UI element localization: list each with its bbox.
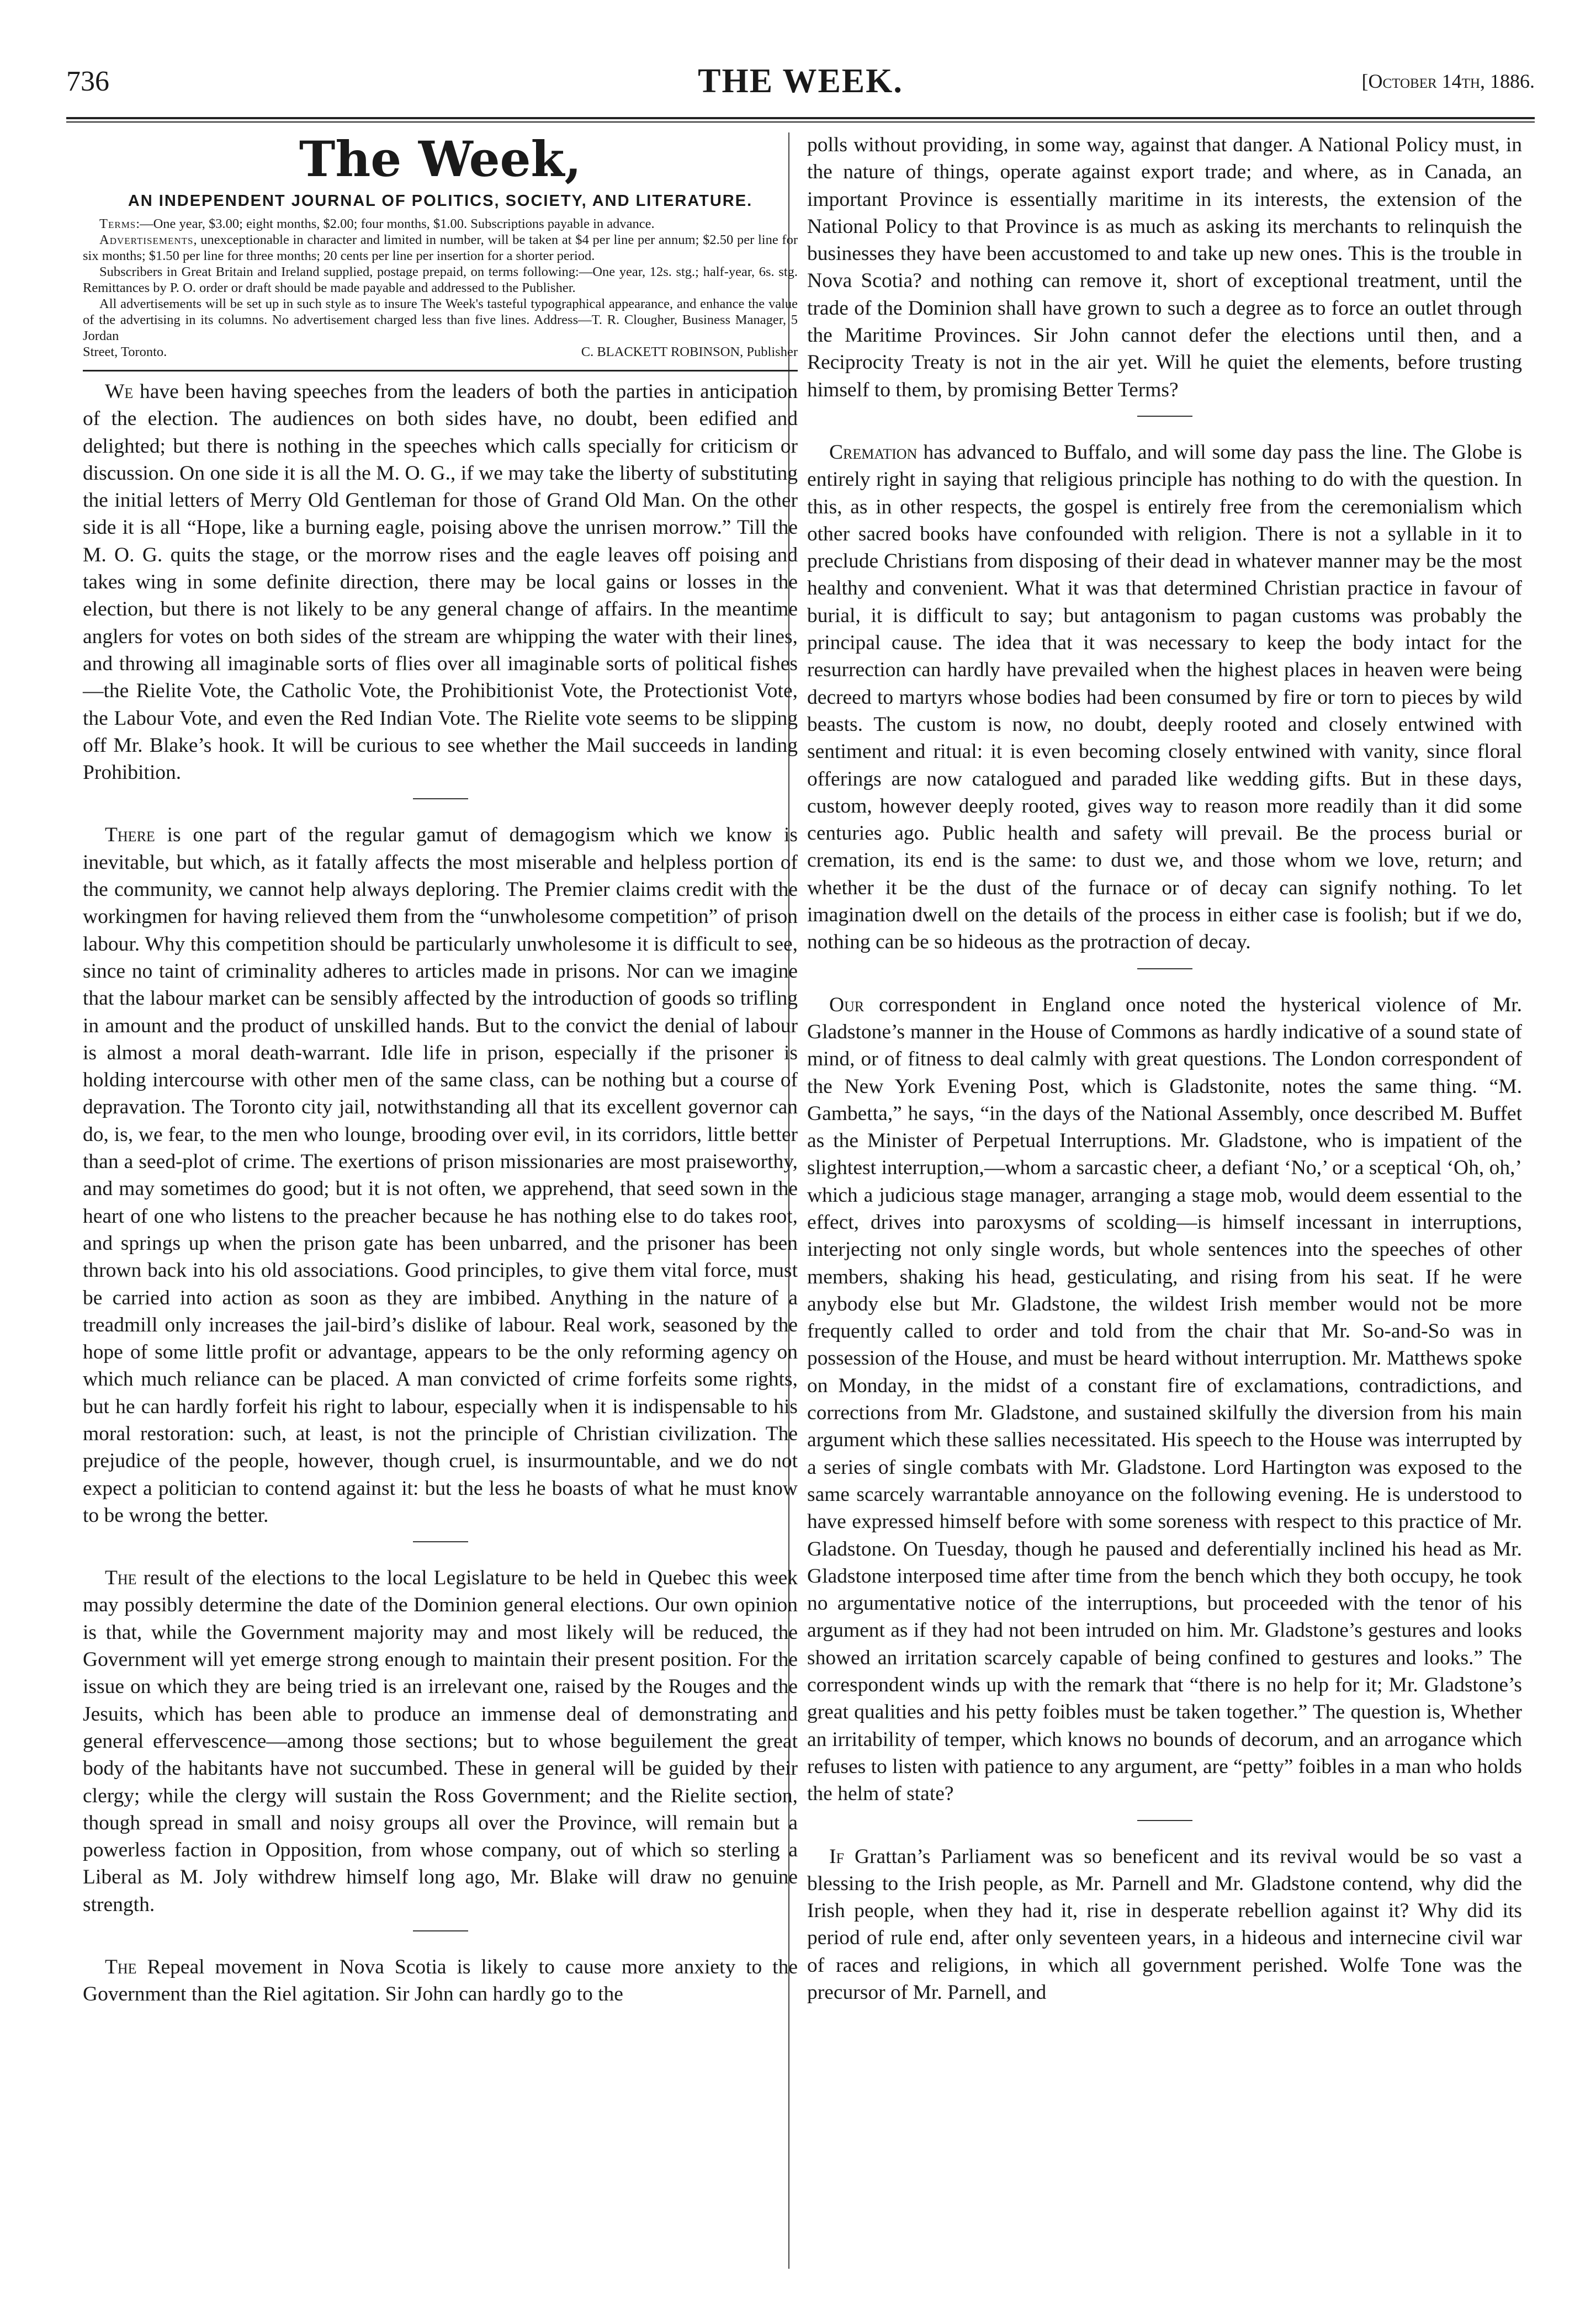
address-line xyxy=(83,344,798,360)
paragraph-text: is one part of the regular gamut of demagogism which we know is inevitable, but which, as it fatally affects the most miserable and helpless portion of the community, we cannot help always deploring. The Premier claims credit with the workingmen for having relieved them from the “unwholesome competition” of prison labour. Why this competition should be particularly unwholesome it is difficult to see, since no taint of criminality adheres to articles made in prisons. Nor can we imagine that the labour market can be sensibly affected by the introduction of goods so trifling in amount and the product of unskilled hands. But to the convict the denial of labour is almost a moral death-warrant. Idle life in prison, especially if the prisoner is holding intercourse with other men of the same class, can be nothing but a course of depravation. The Toronto city jail, notwithstanding all that its excellent governor can do, is, we fear, to the men who lounge, brooding over evil, in its corridors, little better than a seed-plot of crime. The exertions of prison missionaries are most praiseworthy, and may sometimes do good; but it is not often, we apprehend, that seed sown in the heart of one who listens to the preacher because he has nothing else to do takes root, and springs up when the prison gate has been unbarred, and the prisoner has been thrown back into his old associations. Good principles, to give them vital force, must be carried into action as soon as they are imbibed. Anything in the nature of a treadmill only increases the jail-bird’s dislike of labour. Real work, seasoned by the hope of some little profit or advantage, appears to be the only reforming agency on which much reliance can be placed. A man convicted of crime forfeits some rights, but he can hardly forfeit his right to labour, especially when it is indispensable to his moral restoration: such, at least, is not the principle of Christian civilization. The prejudice of the people, however, though cruel, is insurmountable, and we do not expect a politician to contend against it: but the less he boasts of what he must know to be wrong the better. xyxy=(83,824,798,1527)
terms-text: :—One year, $3.00; eight months, $2.00; four months, $1.00. Subscriptions payable in advance. xyxy=(136,216,655,231)
lead-word: If xyxy=(829,1845,844,1868)
lead-word: The xyxy=(105,1956,137,1979)
right-column xyxy=(807,131,1522,2006)
subscribers-text: Subscribers in Great Britain and Ireland supplied, postage prepaid, on terms following:—One year, 12s. stg.; half-year, 6s. stg. Remittances by P. O. order or draft should be made payable and addressed to the Publisher. xyxy=(83,264,798,295)
paragraph-text: result of the elections to the local Legislature to be held in Quebec this week may possibly determine the date of the Dominion general elections. Our own opinion is that, while the Government majority may and most likely will be reduced, the Government will yet emerge strong enough to maintain their present position. For the issue on which they are being tried is an irrelevant one, raised by the Rouges and the Jesuits, which has been able to produce an immense deal of demonstrating and general effervescence—among those sections; but to whose beguilement the great body of the habitants have not succumbed. These in general will be guided by their clergy; while the clergy will sustain the Ross Government; and the Rielite section, though spread in small and noisy groups all over the Province, will remain but a powerless faction in Opposition, from whose company, out of which so sterling a Liberal as M. Joly withdrew himself long ago, Mr. Blake will draw no genuine strength. xyxy=(83,1567,798,1916)
article-paragraph xyxy=(807,439,1522,956)
running-head xyxy=(66,62,1535,109)
advertisements-label: Advertisements xyxy=(99,232,194,247)
section-separator xyxy=(1137,1820,1192,1821)
all-ads-text: All advertisements will be set up in such style as to insure The Week's tasteful typographical appearance, and enhance the value of the advertising in its columns. No advertisement charged less than five lines. Address—T. R. Clougher, Business Manager, 5 Jordan xyxy=(83,296,798,343)
lead-word: The xyxy=(105,1567,137,1590)
masthead-subtitle: AN INDEPENDENT JOURNAL OF POLITICS, SOCIETY, AND LITERATURE. xyxy=(128,192,753,210)
paragraph-text: polls without providing, in some way, against that danger. A National Policy must, in the nature of things, operate against export trade; and where, as in Canada, an important Province is essentially maritime in its interests, the extension of the National Policy to that Province is as much as asking its merchants to relinquish the businesses they have been accustomed to and take up new ones. This is the trouble in Nova Scotia? and nothing can remove it, short of exceptional treatment, until the trade of the Dominion shall have grown to such a degree as to force an outlet through the Maritime Provinces. Sir John cannot defer the elections until then, and a Reciprocity Treaty is not in the air yet. Will he quiet the elements, before trusting himself to them, by promising Better Terms? xyxy=(807,134,1522,401)
section-separator xyxy=(413,1930,468,1931)
masthead xyxy=(83,131,798,371)
article-paragraph xyxy=(807,991,1522,1808)
left-column xyxy=(83,131,798,2008)
article-paragraph xyxy=(807,131,1522,404)
issue-date: [October 14th, 1886. xyxy=(1361,70,1535,92)
publication-title: THE WEEK. xyxy=(698,62,903,100)
lead-word: We xyxy=(105,380,134,403)
paragraph-text: Repeal movement in Nova Scotia is likely to cause more anxiety to the Government than the Riel agitation. Sir John can hardly go to the xyxy=(83,1956,798,2006)
article-paragraph xyxy=(83,1954,798,2008)
section-separator xyxy=(1137,416,1192,417)
lead-word: Our xyxy=(829,993,865,1016)
article-paragraph xyxy=(83,1564,798,1918)
article-paragraph xyxy=(83,378,798,786)
masthead-rule xyxy=(83,370,798,371)
lead-word: There xyxy=(105,824,155,847)
paragraph-text: correspondent in England once noted the hysterical violence of Mr. Gladstone’s manner in the House of Commons as hardly indicative of a sound state of mind, or of fitness to deal calmly with great questions. The London correspondent of the New York Evening Post, which is Gladstonite, notes the same thing. “M. Gambetta,” he says, “in the days of the National Assembly, once described M. Buffet as the Minister of Perpetual Interruptions. Mr. Gladstone, who is impatient of the slightest interruption,—whom a sarcastic cheer, a defiant ‘No,’ or a sceptical ‘Oh, oh,’ which a judicious stage manager, arranging a stage mob, would deem essential to the effect, drives into paroxysms of scolding—is himself incessant in interruptions, interjecting not only single words, but whole sentences into the speeches of other members, shaking his head, gesticulating, and rising from his seat. If he were anybody else but Mr. Gladstone, the wildest Irish member would not be more frequently called to order and told from the chair that Mr. So-and-So was in possession of the House, and must be heard without interruption. Mr. Matthews spoke on Monday, in the midst of a constant fire of exclamations, contradictions, and corrections from Mr. Gladstone, and sustained skilfully the diversion from his main argument which these sallies necessitated. His speech to the House was interrupted by a series of single combats with Mr. Gladstone. Lord Hartington was exposed to the same scarcely warrantable annoyance on the following evening. He is understood to have expressed himself before with some soreness with respect to this practice of Mr. Gladstone. On Tuesday, though he paused and deferentially inclined his head as Mr. Gladstone interposed time after time from the bench which they both occupy, he took no argumentative notice of the interruptions, but proceeded with the tenor of his argument as if they had not been intruded on him. Mr. Gladstone’s gestures and looks showed an irritation scarcely capable of being confined to gestures and looks.” The correspondent winds up with the remark that “there is no help for it; Mr. Gladstone’s great qualities and his petty foibles must be taken together.” The question is, Whether an irritability of temper, which knows no bounds of decorum, and an arrogance which refuses to listen with patience to any argument, are “petty” foibles in a man who holds the helm of state? xyxy=(807,993,1522,1806)
paragraph-text: have been having speeches from the leaders of both the parties in anticipation of the election. The audiences on both sides have, no doubt, been edified and delighted; but there is nothing in the speeches which calls specially for criticism or discussion. On one side it is all the M. O. G., if we may take the liberty of substituting the initial letters of Merry Old Gentleman for those of Grand Old Man. On the other side it is all “Hope, like a burning eagle, poising above the unrisen morrow.” Till the M. O. G. quits the stage, or the morrow rises and the eagle leaves off poising and takes wing in some definite direction, there may be local gains or losses in the election, but there is not likely to be any general change of affairs. In the meantime anglers for votes on both sides of the stream are whipping the water with their lines, and throwing all imaginable sorts of flies over all imaginable sorts of political fishes—the Rielite Vote, the Catholic Vote, the Prohibitionist Vote, the Protectionist Vote, the Labour Vote, and even the Red Indian Vote. The Rielite vote seems to be slipping off Mr. Blake’s hook. It will be curious to see whether the Mail succeeds in landing Prohibition. xyxy=(83,380,798,784)
masthead-title: The Week, xyxy=(299,130,582,188)
header-rule xyxy=(66,117,1535,123)
lead-word: Cremation xyxy=(829,441,918,464)
address-left: Street, Toronto. xyxy=(83,344,167,359)
page-number: 736 xyxy=(66,66,109,97)
section-separator xyxy=(413,798,468,799)
advertisements-text: , unexceptionable in character and limited in number, will be taken at $4 per line per annum; $2.50 per line for six months; $1.50 per line for three months; 20 cents per line per insertion for a shorter period. xyxy=(83,232,798,263)
paragraph-text: Grattan’s Parliament was so beneficent and its revival would be so vast a blessing to the Irish people, as Mr. Parnell and Mr. Gladstone contend, why did the Irish people, when they had it, rise in desperate rebellion against it? Why did its period of rule end, after only seventeen years, in a hideous and internecine civil war of races and religions, in which all government perished. Wolfe Tone was the precursor of Mr. Parnell, and xyxy=(807,1845,1522,2004)
section-separator xyxy=(1137,968,1192,969)
terms-label: Terms xyxy=(99,216,136,231)
article-paragraph xyxy=(83,821,798,1529)
article-paragraph xyxy=(807,1843,1522,2007)
section-separator xyxy=(413,1541,468,1542)
address-right: C. BLACKETT ROBINSON, Publisher xyxy=(581,344,798,359)
subscription-terms xyxy=(83,216,798,360)
paragraph-text: has advanced to Buffalo, and will some day pass the line. The Globe is entirely right in saying that religious principle has nothing to do with the question. In this, as in other respects, the gospel is entirely free from the ceremonialism which other sacred books have confounded with religion. There is not a syllable in it to preclude Christians from disposing of their dead in whatever manner may be the most healthy and convenient. What it was that determined Christian practice in favour of burial, it is difficult to say; but antagonism to pagan customs was probably the principal cause. The idea that it was necessary to keep the body intact for the resurrection can hardly have prevailed when the highest places in heaven were being decreed to martyrs whose bodies had been consumed by fire or torn to pieces by wild beasts. The custom is now, no doubt, deeply rooted and closely entwined with sentiment and ritual: it is even becoming closely entwined with vanity, since floral offerings are now catalogued and paraded like wedding gifts. But in these days, custom, however deeply rooted, gives way to reason more readily than it did some centuries ago. Public health and safety will prevail. Be the process burial or cremation, its end is the same: to dust we, and those whom we love, return; and whether it be the dust of the furnace or of decay can signify nothing. To let imagination dwell on the details of the process in either case is foolish; but if we do, nothing can be so hideous as the protraction of decay. xyxy=(807,441,1522,954)
